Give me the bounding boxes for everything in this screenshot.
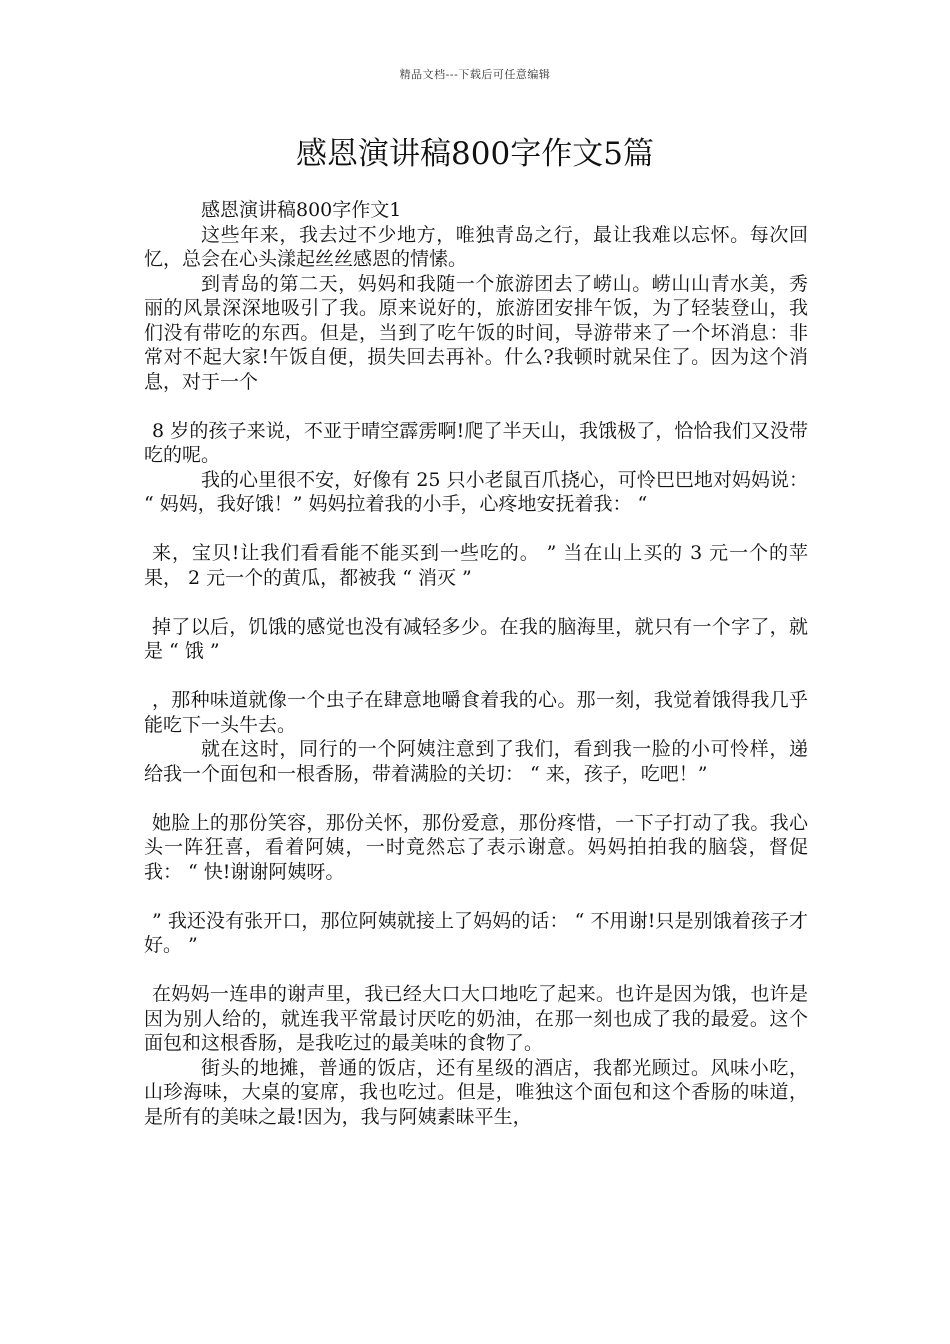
paragraph-8: 就在这时，同行的一个阿姨注意到了我们，看到我一脸的小可怜样，递给我一个面包和一根香肠，带着满脸的关切： “ 来，孩子，吃吧！” (144, 738, 808, 785)
paragraph-6: 掉了以后，饥饿的感觉也没有减轻多少。在我的脑海里，就只有一个字了，就是 “ 饿 ” (144, 615, 808, 662)
paragraph-5: 来，宝贝!让我们看看能不能买到一些吃的。 ” 当在山上买的 3 元一个的苹果， 2 元一个的黄瓜，都被我 “ 消灭 ” (144, 542, 808, 589)
paragraph-2: 到青岛的第二天，妈妈和我随一个旅游团去了崂山。崂山山青水美，秀丽的风景深深地吸引了我。原来说好的，旅游团安排午饭，为了轻装登山，我们没有带吃的东西。但是，当到了吃午饭的时间，导游带来了一个坏消息：非常对不起大家!午饭自便，损失回去再补。什么?我顿时就呆住了。因为这个消息，对于一个 (144, 272, 808, 393)
header-note: 精品文档---下载后可任意编辑 (399, 68, 551, 81)
document-body (144, 198, 808, 1129)
paragraph-7: ，那种味道就像一个虫子在肆意地嚼食着我的心。那一刻，我觉着饿得我几乎能吃下一头牛去。 (144, 689, 808, 736)
paragraph-1: 这些年来，我去过不少地方，唯独青岛之行，最让我难以忘怀。每次回忆，总会在心头漾起丝丝感恩的情愫。 (144, 223, 808, 270)
paragraph-3: 8 岁的孩子来说，不亚于晴空霹雳啊!爬了半天山，我饿极了，恰恰我们又没带吃的呢。 (144, 419, 808, 466)
document-title: 感恩演讲稿800字作文5篇 (296, 136, 654, 172)
paragraph-11: 在妈妈一连串的谢声里，我已经大口大口地吃了起来。也许是因为饿，也许是因为别人给的，就连我平常最讨厌吃的奶油，在那一刻也成了我的最爱。这个面包和这根香肠，是我吃过的最美味的食物了。 (144, 983, 808, 1054)
paragraph-10: ” 我还没有张开口，那位阿姨就接上了妈妈的话： “ 不用谢!只是别饿着孩子才好。 ” (144, 909, 808, 956)
paragraph-9: 她脸上的那份笑容，那份关怀，那份爱意，那份疼惜，一下子打动了我。我心头一阵狂喜，看着阿姨，一时竟然忘了表示谢意。妈妈拍拍我的脑袋，督促我： “ 快!谢谢阿姨呀。 (144, 811, 808, 883)
paragraph-12: 街头的地摊，普通的饭店，还有星级的酒店，我都光顾过。风味小吃，山珍海味，大桌的宴席，我也吃过。但是，唯独这个面包和这个香肠的味道，是所有的美味之最!因为，我与阿姨素昧平生， (144, 1056, 808, 1128)
paragraph-4: 我的心里很不安，好像有 25 只小老鼠百爪挠心，可怜巴巴地对妈妈说： “ 妈妈，我好饿！” 妈妈拉着我的小手，心疼地安抚着我： “ (144, 468, 808, 515)
essay-subtitle: 感恩演讲稿800字作文1 (201, 199, 402, 221)
